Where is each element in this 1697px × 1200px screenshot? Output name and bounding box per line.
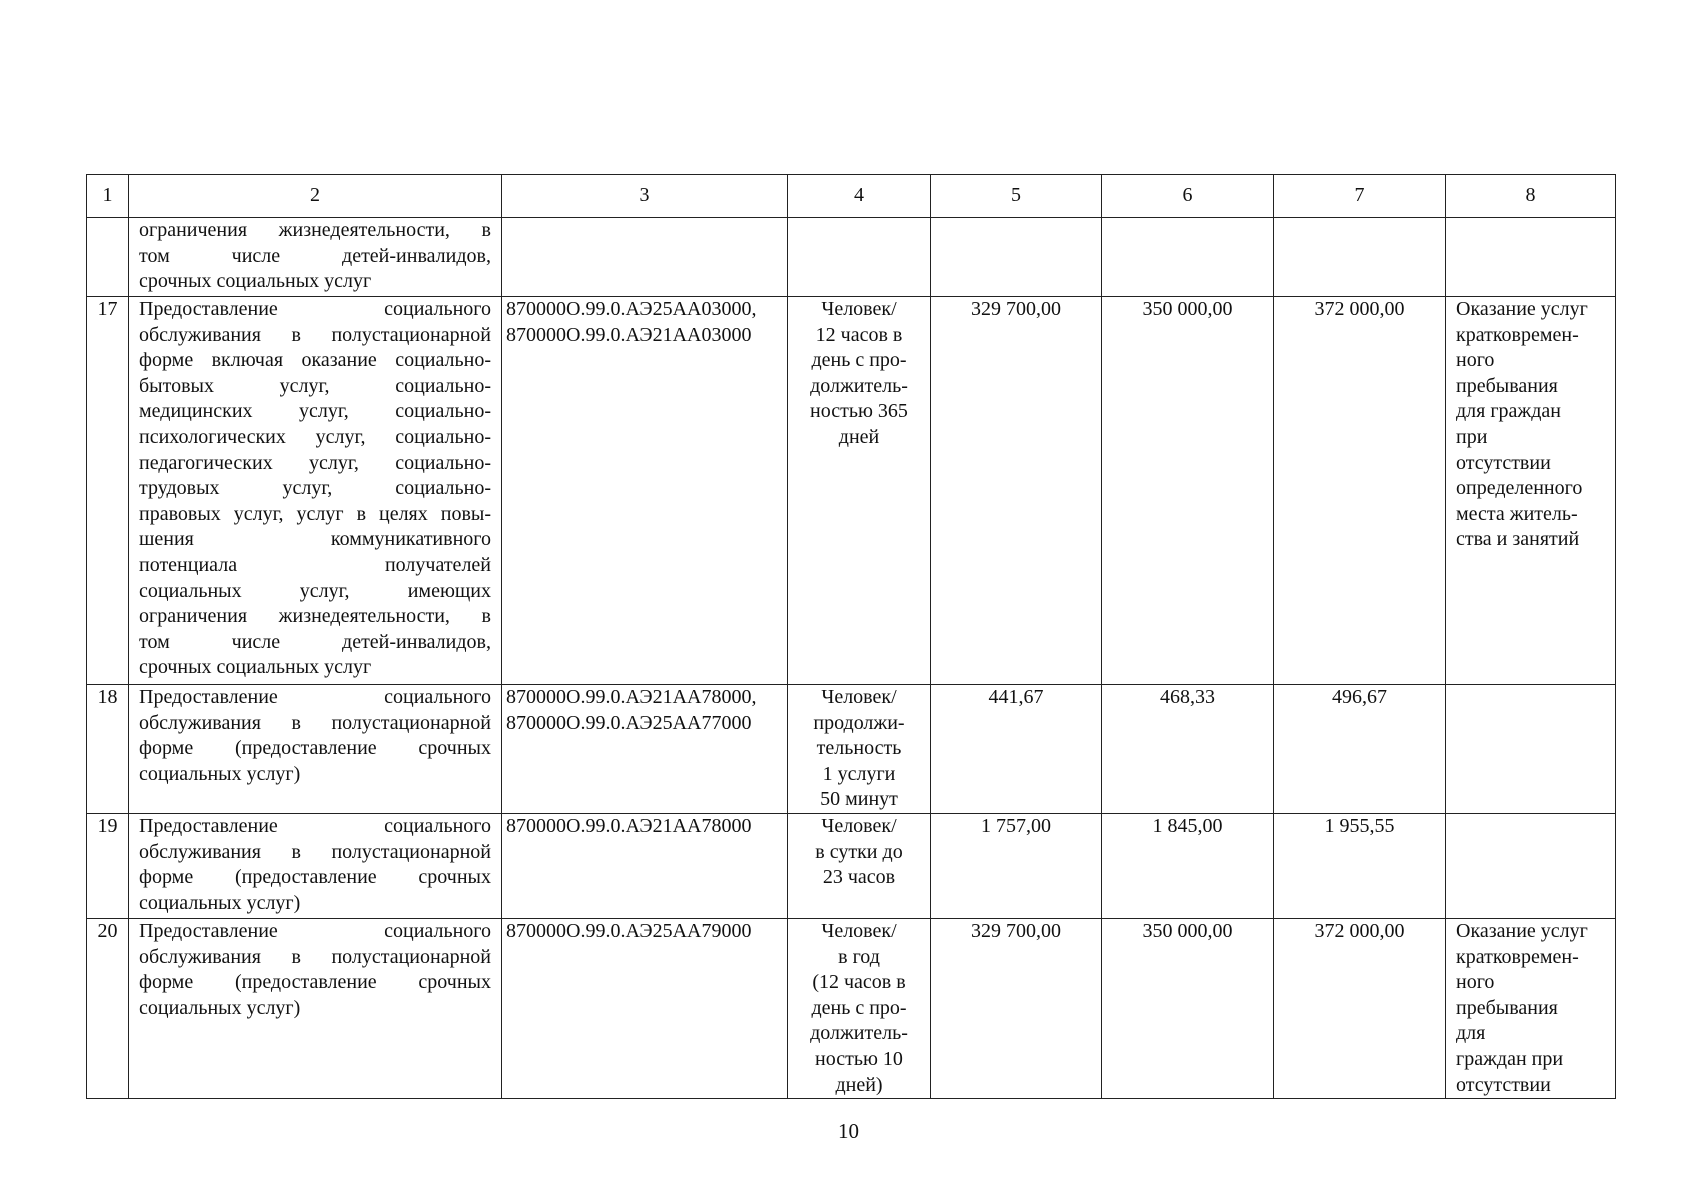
service-line: педагогических услуг, социально-	[139, 451, 491, 474]
note-line: пребывания	[1456, 374, 1558, 397]
value-cell-6: 468,33	[1102, 685, 1274, 814]
unit-line: Человек/	[821, 815, 897, 837]
service-line: форме (предоставление срочных	[139, 737, 491, 760]
service-line: трудовых услуг, социально-	[139, 477, 491, 500]
service-line: социальных услуг)	[139, 996, 301, 1019]
value-cell-7: 496,67	[1274, 685, 1446, 814]
unit-line: (12 часов в	[812, 971, 906, 994]
note-line: пребывания	[1456, 996, 1558, 1019]
codes-line: 870000О.99.0.АЭ21АА03000	[506, 323, 752, 346]
service-line: социальных услуг)	[139, 891, 301, 914]
service-description-cell	[129, 297, 502, 685]
header-cell: 6	[1102, 175, 1274, 218]
service-line: правовых услуг, услуг в целях повы-	[139, 502, 491, 525]
unit-line: 12 часов в	[815, 323, 903, 346]
value-cell-7: 372 000,00	[1274, 919, 1446, 1099]
note-line: ного	[1456, 971, 1495, 994]
row-number-cell: 18	[87, 685, 129, 814]
service-line: срочных социальных услуг	[139, 656, 372, 679]
header-cell: 8	[1446, 175, 1616, 218]
registry-code-cell	[502, 297, 788, 685]
value-cell-6: 1 845,00	[1102, 814, 1274, 919]
registry-code-cell	[502, 919, 788, 1099]
page-number: 10	[838, 1119, 859, 1143]
row-number-cell	[87, 218, 129, 297]
value-cell-5: 329 700,00	[931, 919, 1102, 1099]
service-description-cell	[129, 218, 502, 297]
header-cell: 1	[87, 175, 129, 218]
registry-code-cell	[502, 814, 788, 919]
service-line: медицинских услуг, социально-	[139, 400, 491, 423]
service-line: ограничения жизнедеятельности, в	[139, 219, 491, 241]
codes-line: 870000О.99.0.АЭ25АА79000	[506, 920, 752, 942]
value-cell-5: 329 700,00	[931, 297, 1102, 685]
value-cell-6: 350 000,00	[1102, 919, 1274, 1099]
value-cell-6: 350 000,00	[1102, 297, 1274, 685]
table-body	[87, 218, 1616, 1099]
row-number-cell: 19	[87, 814, 129, 919]
service-line: форме (предоставление срочных	[139, 866, 491, 889]
unit-line: день с про-	[811, 996, 907, 1019]
value-cell-6	[1102, 218, 1274, 297]
note-line: для граждан	[1456, 400, 1562, 423]
service-line: шения коммуникативного	[139, 528, 491, 551]
service-line: обслуживания в полустационарной	[139, 840, 491, 863]
service-line: срочных социальных услуг	[139, 270, 372, 293]
header-cell: 3	[502, 175, 788, 218]
service-line: Предоставление социального	[139, 815, 491, 837]
header-cell: 5	[931, 175, 1102, 218]
header-cell: 7	[1274, 175, 1446, 218]
header-cell: 2	[129, 175, 502, 218]
value-cell-5: 441,67	[931, 685, 1102, 814]
unit-cell	[788, 685, 931, 814]
service-description-cell	[129, 814, 502, 919]
value-cell-7	[1274, 218, 1446, 297]
unit-cell	[788, 814, 931, 919]
unit-line: должитель-	[810, 1022, 908, 1045]
note-cell	[1446, 218, 1616, 297]
service-description-cell	[129, 685, 502, 814]
unit-line: в сутки до	[815, 840, 903, 863]
note-line: при	[1456, 425, 1488, 448]
note-line: граждан при	[1456, 1047, 1564, 1070]
unit-line: ностью 10	[815, 1047, 903, 1070]
unit-line: день с про-	[811, 349, 907, 372]
unit-line: дней)	[835, 1073, 883, 1096]
unit-line: ностью 365	[810, 400, 908, 423]
note-line: для	[1456, 1022, 1486, 1045]
unit-line: 23 часов	[822, 866, 896, 889]
note-cell	[1446, 814, 1616, 919]
service-line: обслуживания в полустационарной	[139, 711, 491, 734]
unit-line: Человек/	[821, 686, 897, 708]
value-cell-7: 1 955,55	[1274, 814, 1446, 919]
service-line: психологических услуг, социально-	[139, 425, 491, 448]
header-cell: 4	[788, 175, 931, 218]
table-row	[87, 297, 1616, 685]
unit-cell	[788, 218, 931, 297]
service-line: потенциала получателей	[139, 553, 491, 576]
service-line: Предоставление социального	[139, 686, 491, 708]
unit-line: 50 минут	[820, 788, 898, 811]
header-row	[87, 175, 1616, 218]
note-line: кратковремен-	[1456, 945, 1579, 968]
table-row	[87, 814, 1616, 919]
service-line: Предоставление социального	[139, 298, 491, 320]
unit-line: должитель-	[810, 374, 908, 397]
services-table	[86, 174, 1616, 1099]
note-cell	[1446, 685, 1616, 814]
value-cell-5: 1 757,00	[931, 814, 1102, 919]
service-line: форме (предоставление срочных	[139, 971, 491, 994]
unit-cell	[788, 297, 931, 685]
codes-line: 870000О.99.0.АЭ25АА77000	[506, 711, 752, 734]
unit-cell	[788, 919, 931, 1099]
unit-line: продолжи-	[813, 711, 905, 734]
service-line: том числе детей-инвалидов,	[139, 630, 491, 653]
note-line: ного	[1456, 349, 1495, 372]
note-cell	[1446, 919, 1616, 1099]
unit-line: 1 услуги	[822, 762, 896, 785]
unit-line: тельность	[816, 737, 902, 760]
service-line: обслуживания в полустационарной	[139, 945, 491, 968]
note-line: отсутствии	[1456, 1073, 1551, 1096]
service-line: том числе детей-инвалидов,	[139, 244, 491, 267]
codes-line: 870000О.99.0.АЭ21АА78000,	[506, 686, 757, 708]
table-row	[87, 919, 1616, 1099]
note-line: определенного	[1456, 477, 1583, 500]
note-line: Оказание услуг	[1456, 298, 1588, 320]
value-cell-5	[931, 218, 1102, 297]
codes-line: 870000О.99.0.АЭ25АА03000,	[506, 298, 757, 320]
note-line: места житель-	[1456, 502, 1578, 525]
unit-line: Человек/	[821, 920, 897, 942]
note-line: кратковремен-	[1456, 323, 1579, 346]
service-line: обслуживания в полустационарной	[139, 323, 491, 346]
service-line: социальных услуг, имеющих	[139, 579, 491, 602]
codes-line: 870000О.99.0.АЭ21АА78000	[506, 815, 752, 837]
unit-line: Человек/	[821, 298, 897, 320]
note-line: ства и занятий	[1456, 528, 1580, 551]
note-line: Оказание услуг	[1456, 920, 1588, 942]
service-line: бытовых услуг, социально-	[139, 374, 491, 397]
row-number-cell: 17	[87, 297, 129, 685]
service-line: социальных услуг)	[139, 762, 301, 785]
service-line: Предоставление социального	[139, 920, 491, 942]
service-line: ограничения жизнедеятельности, в	[139, 605, 491, 628]
service-description-cell	[129, 919, 502, 1099]
unit-line: дней	[838, 425, 880, 448]
value-cell-7: 372 000,00	[1274, 297, 1446, 685]
table-row	[87, 685, 1616, 814]
registry-code-cell	[502, 218, 788, 297]
service-line: форме включая оказание социально-	[139, 349, 491, 372]
registry-code-cell	[502, 685, 788, 814]
row-number-cell: 20	[87, 919, 129, 1099]
table-row	[87, 218, 1616, 297]
note-cell	[1446, 297, 1616, 685]
note-line: отсутствии	[1456, 451, 1551, 474]
unit-line: в год	[838, 945, 880, 968]
